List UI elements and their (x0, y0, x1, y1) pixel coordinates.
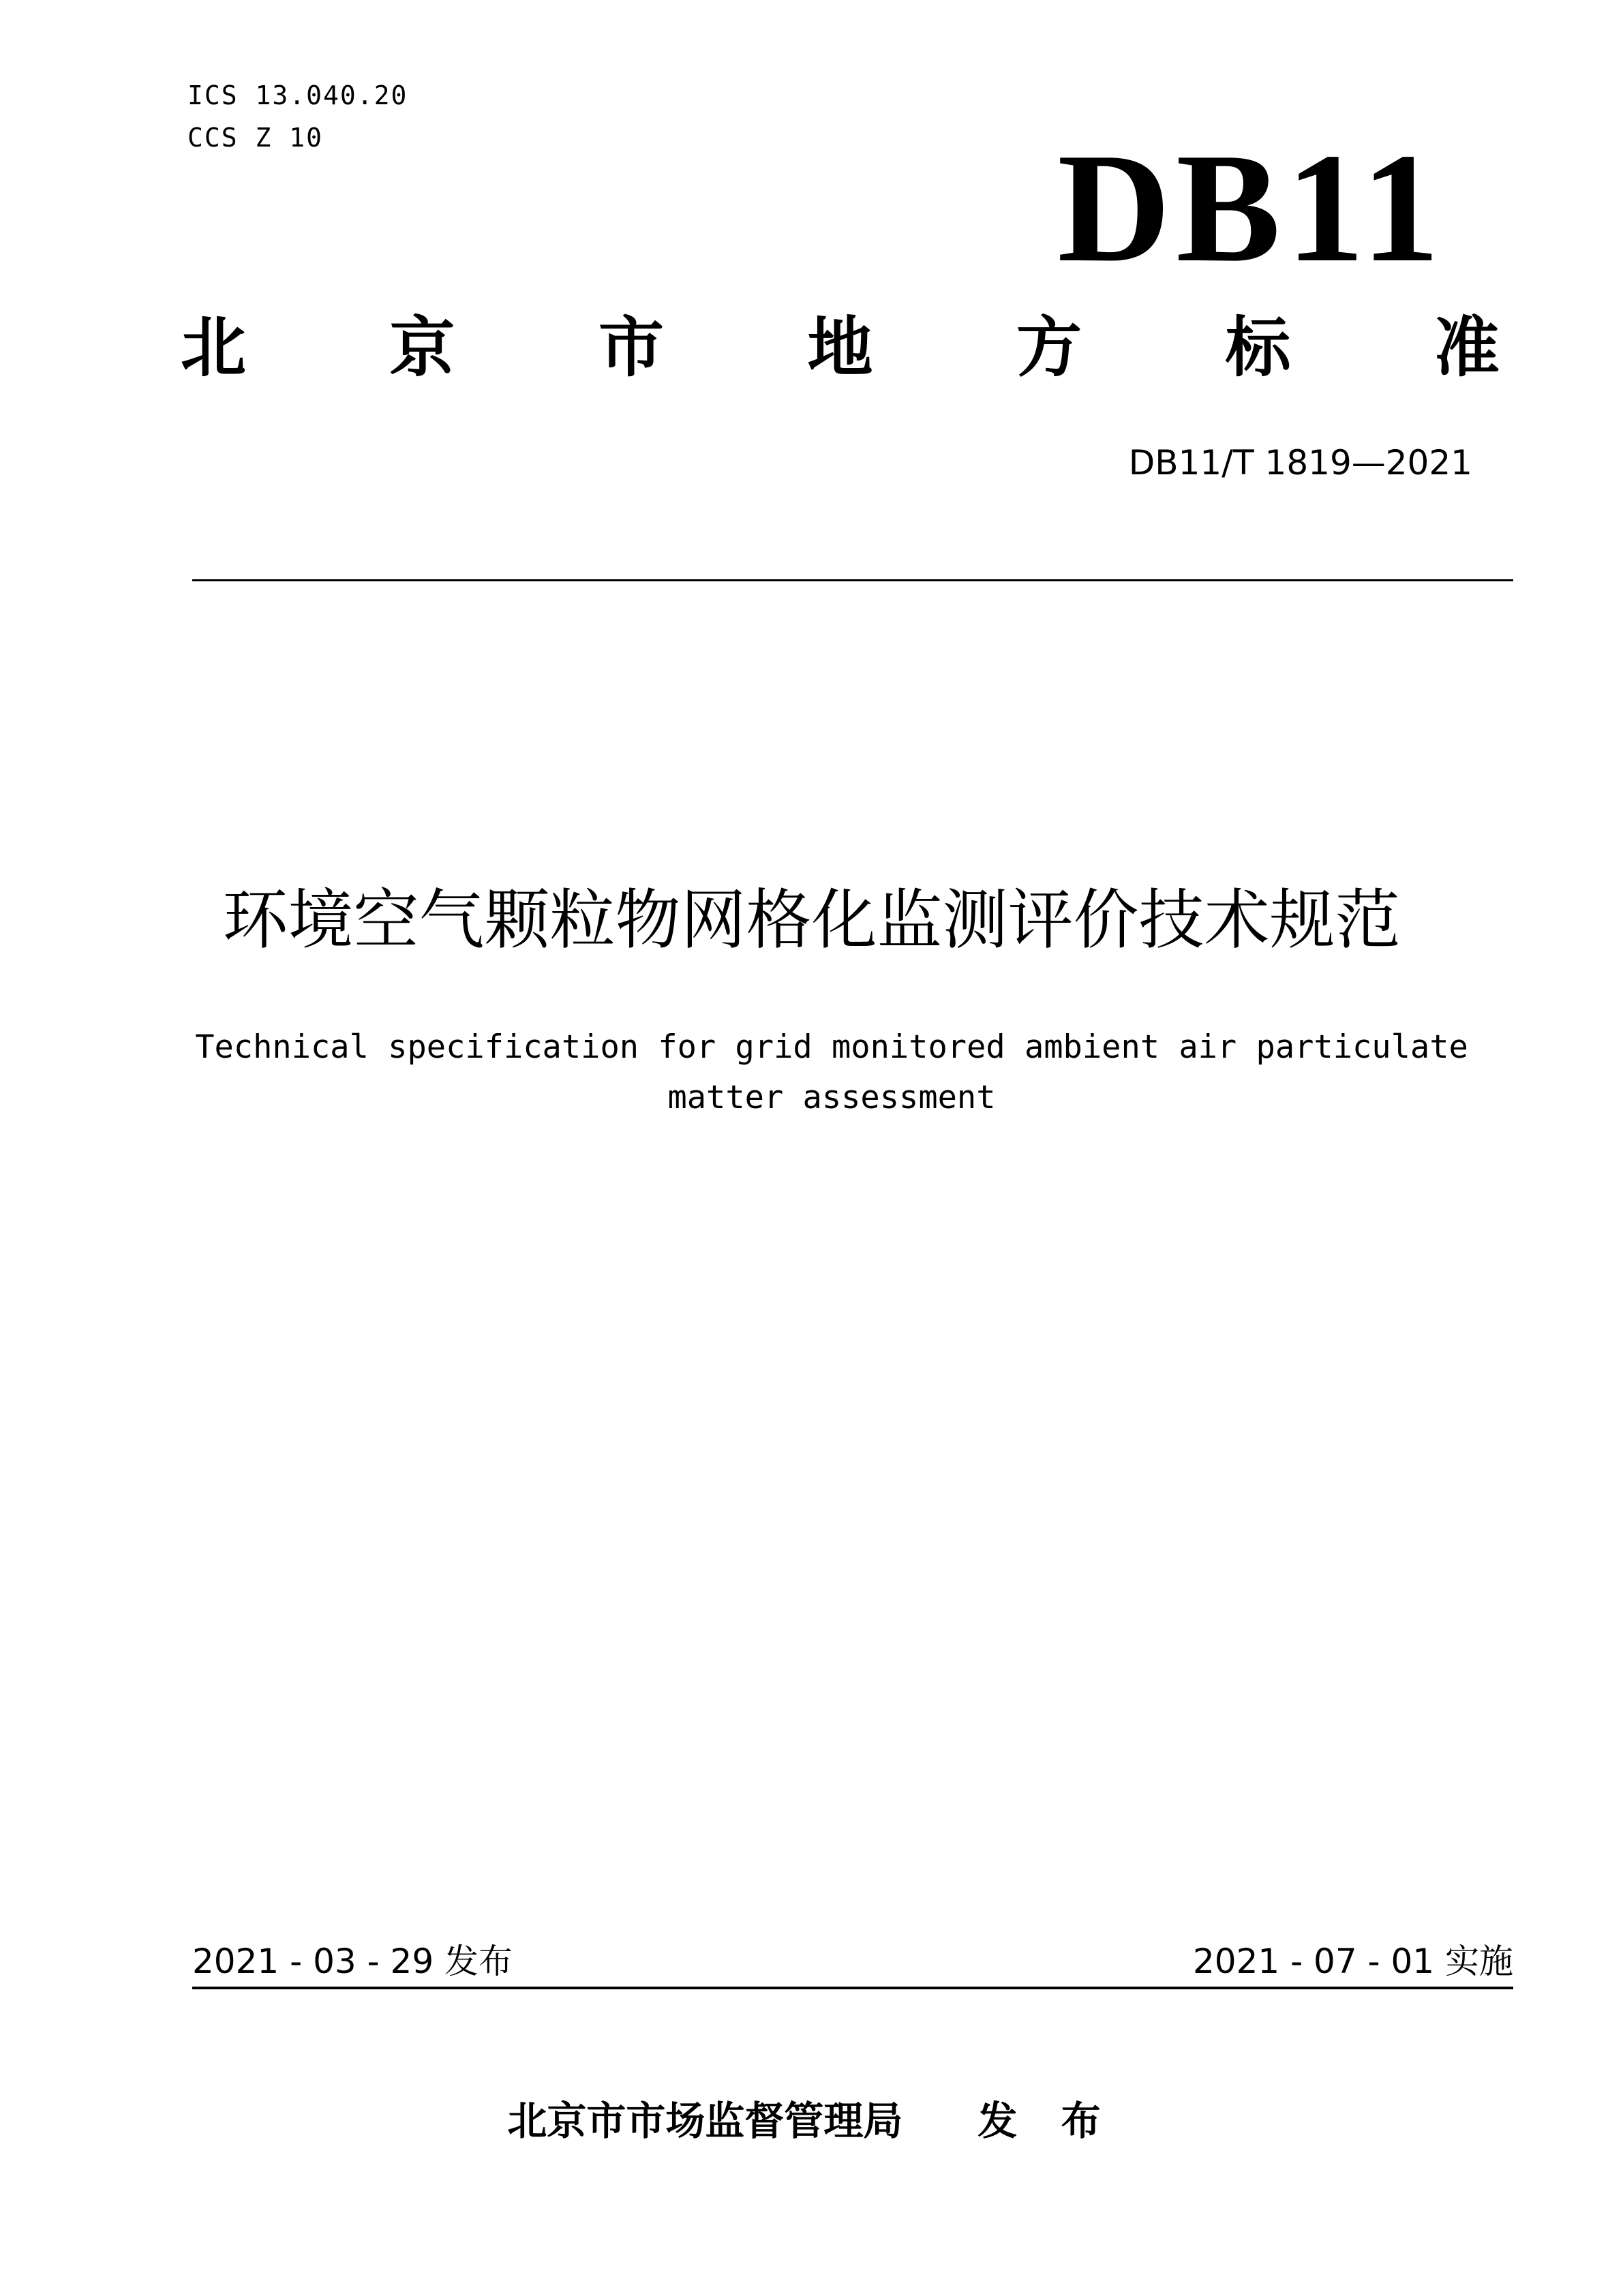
title-chinese: 环境空气颗粒物网格化监测评价技术规范 (222, 882, 1401, 958)
standard-type-char: 准 (1434, 309, 1500, 386)
ics-code: ICS 13.040.20 (187, 80, 408, 110)
standard-type-heading (181, 310, 1500, 385)
implementation-date: 2021 - 07 - 01 实施 (1192, 1942, 1513, 1981)
publisher-line (204, 2089, 1419, 2146)
standard-type-char: 标 (1225, 309, 1291, 386)
standard-type-char: 市 (598, 309, 664, 386)
standard-number: DB11/T 1819—2021 (1128, 443, 1472, 483)
standard-type-char: 方 (1016, 309, 1082, 386)
issue-date: 2021 - 03 - 29 发布 (192, 1942, 513, 1981)
title-english: Technical specification for grid monitored ambient air particulate matter assessment (195, 1028, 1468, 1116)
publisher-name: 北京市市场监督管理局 (507, 2098, 903, 2144)
standard-type-char: 北 (181, 309, 246, 386)
db11-logo: DB11 (1057, 121, 1445, 294)
header-divider (192, 579, 1513, 581)
standard-type-char: 地 (807, 309, 873, 386)
publish-label: 发 布 (977, 2098, 1116, 2144)
ccs-code: CCS Z 10 (187, 123, 324, 153)
footer-divider (192, 1987, 1513, 1989)
standard-type-char: 京 (389, 309, 455, 386)
